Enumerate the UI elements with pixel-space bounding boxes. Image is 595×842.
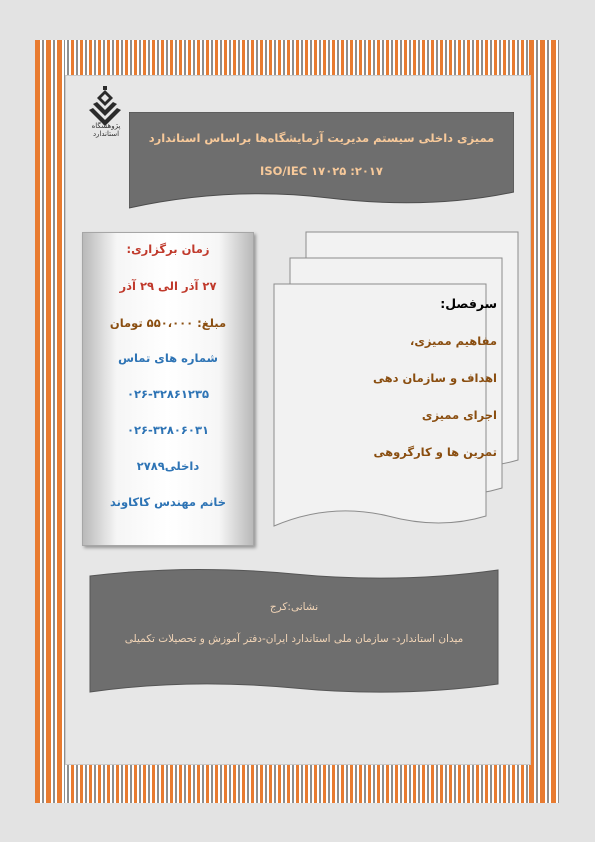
syllabus-item: مفاهیم ممیزی،: [410, 334, 497, 348]
address-label: نشانی:کرج: [269, 601, 319, 613]
syllabus-heading: سرفصل:: [440, 296, 497, 311]
phone-number-1: ۰۲۶-۳۲۸۶۱۲۳۵: [127, 387, 209, 401]
course-title: ممیزی داخلی سیستم مدیریت آزمایشگاه‌ها براساس استاندارد: [148, 131, 495, 145]
extension-number: داخلی۲۷۸۹: [136, 459, 200, 473]
syllabus-item: اهداف و سازمان دهی: [372, 371, 497, 385]
title-banner: [129, 112, 514, 210]
time-label: زمان برگزاری:: [126, 242, 210, 256]
phone-number-2: ۰۲۶-۳۲۸۰۶۰۳۱: [127, 423, 209, 437]
frame-left-border: [35, 40, 65, 803]
contacts-label: شماره های تماس: [118, 351, 218, 365]
frame-right-border: [529, 40, 559, 803]
address-banner: [88, 564, 500, 698]
syllabus-pages: [270, 230, 522, 546]
syllabus-item: تمرین ها و کارگروهی: [373, 445, 497, 459]
contact-person: خانم مهندس کاکاوند: [110, 495, 226, 509]
logo-caption: پژوهشگاه استاندارد: [91, 122, 121, 138]
course-dates: ۲۷ آذر الی ۲۹ آذر: [119, 279, 217, 293]
course-price: مبلغ: ۵۵۰،۰۰۰ تومان: [109, 316, 227, 330]
address-line: میدان استاندارد- سازمان ملی استاندارد ایران-دفتر آموزش و تحصیلات تکمیلی: [124, 633, 464, 645]
syllabus-item: اجرای ممیزی: [421, 408, 497, 422]
course-standard: ISO/IEC ۱۷۰۲۵ :۲۰۱۷: [260, 164, 383, 178]
